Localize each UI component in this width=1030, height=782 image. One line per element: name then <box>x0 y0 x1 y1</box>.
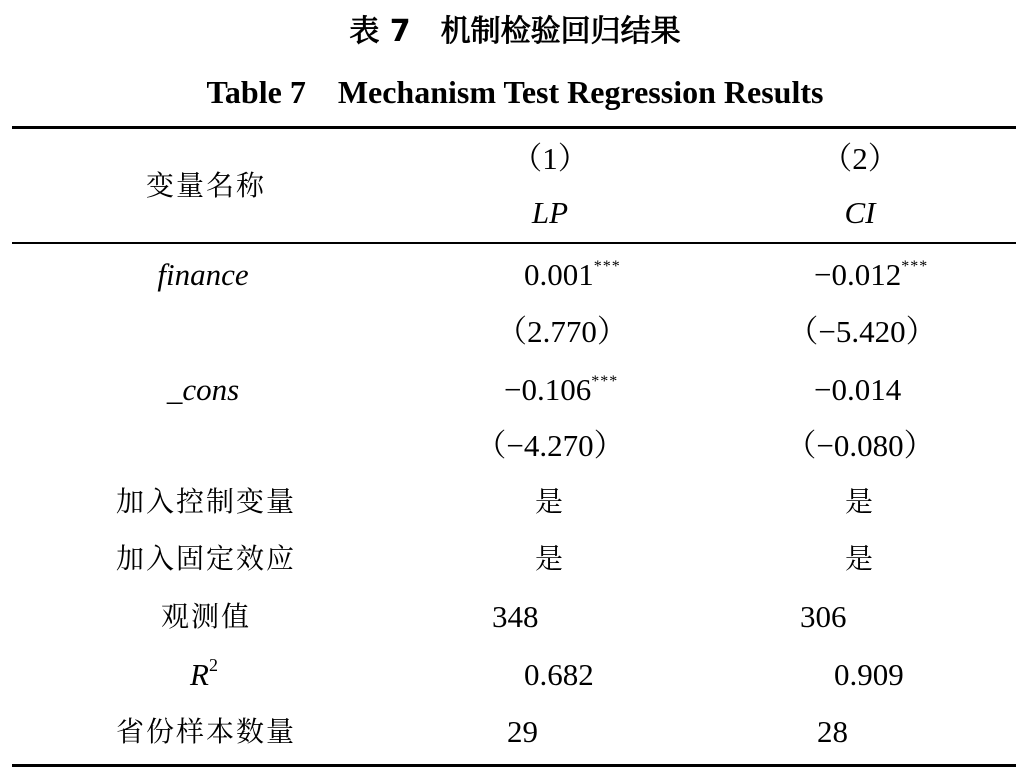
row-controls-col1: 是 <box>534 485 566 518</box>
row-finance-label: finance <box>157 257 249 292</box>
row-controls-label: 加入控制变量 <box>115 485 297 518</box>
header-col2-number: （2） <box>821 141 899 176</box>
row-cons-col2: −0.014 <box>814 372 902 407</box>
header-rule <box>12 242 1016 244</box>
header-variable-name: 变量名称 <box>145 169 267 202</box>
header-col2-name: CI <box>844 195 876 230</box>
row-fixed-effects-col1: 是 <box>534 542 566 575</box>
header-col1-number: （1） <box>511 141 589 176</box>
bottom-rule <box>12 764 1016 767</box>
row-r2-col1: 0.682 <box>524 657 594 692</box>
row-finance-col1-stars: *** <box>593 258 621 275</box>
row-province-count-col1: 29 <box>507 714 538 749</box>
row-cons-col1-tstat: （−4.270） <box>475 428 625 463</box>
row-r2-label-text: R <box>190 657 209 692</box>
row-finance-col2-value: −0.012 <box>814 257 902 292</box>
row-fixed-effects-col2: 是 <box>844 542 876 575</box>
row-cons-col1-value: −0.106 <box>504 372 592 407</box>
header-col1-name: LP <box>531 195 569 230</box>
row-fixed-effects-label: 加入固定效应 <box>115 542 297 575</box>
row-finance-col2-tstat: （−5.420） <box>787 314 937 349</box>
row-province-count-col2: 28 <box>817 714 848 749</box>
row-finance-col1-tstat: （2.770） <box>496 314 628 349</box>
row-finance-col2 <box>814 255 928 301</box>
row-finance-col1 <box>524 255 621 301</box>
row-controls-col2: 是 <box>844 485 876 518</box>
row-finance-col2-stars: *** <box>901 258 929 275</box>
row-cons-col1-stars: *** <box>591 373 619 390</box>
row-observations-col1: 348 <box>492 599 539 634</box>
table-title-chinese: 表 7 机制检验回归结果 <box>349 14 681 49</box>
row-r2-label-sup: 2 <box>208 655 218 675</box>
top-rule <box>12 126 1016 129</box>
row-cons-col1 <box>504 370 618 416</box>
row-r2-col2: 0.909 <box>834 657 904 692</box>
row-cons-col2-tstat: （−0.080） <box>785 428 935 463</box>
row-cons-label: _cons <box>166 372 240 407</box>
table-title-english: Table 7 Mechanism Test Regression Results <box>206 74 824 110</box>
row-observations-label: 观测值 <box>160 600 252 633</box>
row-observations-col2: 306 <box>800 599 847 634</box>
row-r2-label <box>190 655 218 699</box>
row-finance-col1-value: 0.001 <box>524 257 594 292</box>
row-province-count-label: 省份样本数量 <box>115 715 297 748</box>
